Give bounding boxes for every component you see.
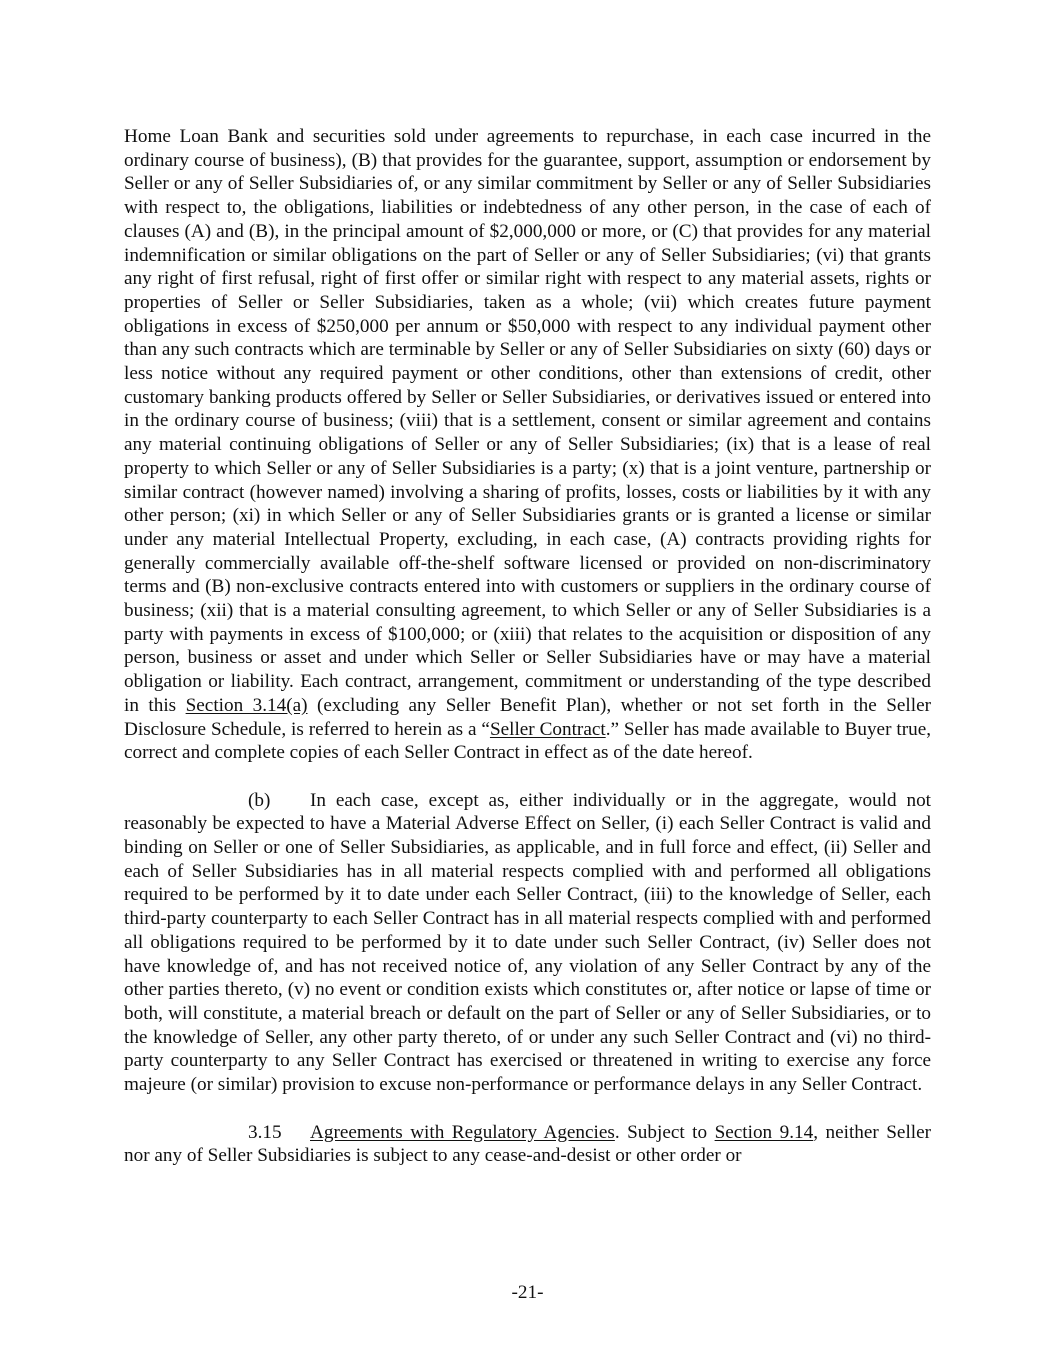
paragraph-text: (excluding any Seller Benefit Plan), whether or not set forth in the Seller Disclosure Schedule, is referred to herein as a “ — [124, 694, 931, 740]
paragraph-text: Home Loan Bank and securities sold under agreements to repurchase, in each case incurred in the ordinary course of business), (B) that provides for the guarantee, support, assumption or endorsement by Seller or any of Seller Subsidiaries of, or any similar commitment by Seller or any of Seller Subsidiaries with respect to, the obligations, liabilities or indebtedness of any other person, in the case of each of clauses (A) and (B), in the principal amount of $2,000,000 or more, or (C) that provides for any material indemnification or similar obligations on the part of Seller or any of Seller Subsidiaries; (vi) that grants any right of first refusal, right of first offer or similar right with respect to any material assets, rights or properties of Seller or Seller Subsidiaries, taken as a whole; (vii) which creates future payment obligations in excess of $250,000 per annum or $50,000 with respect to any individual payment other than any such contracts which are terminable by Seller or any of Seller Subsidiaries on sixty (60) days or less notice without any required payment or other conditions, other than extensions of credit, other customary banking products offered by Seller or Seller Subsidiaries, or derivatives issued or entered into in the ordinary course of business; (viii) that is a settlement, consent or similar agreement and contains any material continuing obligations of Seller or any of Seller Subsidiaries; (ix) that is a lease of real property to which Seller or any of Seller Subsidiaries is a party; (x) that is a joint venture, partnership or similar contract (however named) involving a sharing of profits, losses, costs or liabilities by it with any other person; (xi) in which Seller or any of Seller Subsidiaries grants or is granted a license or similar under any material Intellectual Property, excluding, in each case, (A) contracts providing rights for generally commercially available off-the-shelf software licensed or provided on non-discriminatory terms and (B) non-exclusive contracts entered into with customers or suppliers in the ordinary course of business; (xii) that is a material consulting agreement, to which Seller or any of Seller Subsidiaries is a party with payments in excess of $100,000; or (xiii) that relates to the acquisition or disposition of any person, business or asset and under which Seller or Seller Subsidiaries have or may have a material obligation or liability. Each contract, arrangement, commitment or understanding of the type described in this — [124, 126, 931, 716]
defined-term-seller-contract: Seller Contract — [489, 718, 606, 740]
document-body — [124, 125, 931, 1168]
paragraph-text: . Subject to — [614, 1121, 715, 1143]
section-reference-3-14a: Section 3.14(a) — [185, 694, 308, 716]
section-number: 3.15 — [248, 1121, 282, 1143]
paragraph-label: (b) — [248, 789, 271, 811]
section-heading: Agreements with Regulatory Agencies — [310, 1121, 615, 1143]
paragraph-b — [124, 789, 931, 1097]
paragraph-text: .” Seller has made available to Buyer true, correct and complete copies of each Seller Contract in effect as of the date hereof. — [124, 718, 932, 764]
paragraph-text: , neither Seller nor any of Seller Subsidiaries is subject to any cease-and-desist or other order or — [124, 1121, 932, 1167]
page-number: -21- — [511, 1282, 544, 1303]
paragraph-text: In each case, except as, either individually or in the aggregate, would not reasonably be expected to have a Material Adverse Effect on Seller, (i) each Seller Contract is valid and binding on Seller or one of Seller Subsidiaries, as applicable, and in full force and effect, (ii) Seller and each of Seller Subsidiaries has in all material respects complied with and performed all obligations required to be performed by it to date under each Seller Contract, (iii) to the knowledge of Seller, each third-party counterparty to each Seller Contract has in all material respects complied with and performed all obligations required to be performed by it to date under such Seller Contract, (iv) Seller does not have knowledge of, and has not received notice of, any violation of any Seller Contract by any of the other parties thereto, (v) no event or condition exists which constitutes or, after notice or lapse of time or both, will constitute, a material breach or default on the part of Seller or any of Seller Subsidiaries, or to the knowledge of Seller, any other party thereto, of or under any such Seller Contract and (vi) no third-party counterparty to any Seller Contract has exercised or threatened in writing to exercise any force majeure (or similar) provision to excuse non-performance or performance delays in any Seller Contract. — [124, 789, 931, 1096]
section-3-15 — [124, 1121, 931, 1168]
section-reference-9-14: Section 9.14 — [714, 1121, 814, 1143]
paragraph-contracts-list — [124, 125, 931, 765]
